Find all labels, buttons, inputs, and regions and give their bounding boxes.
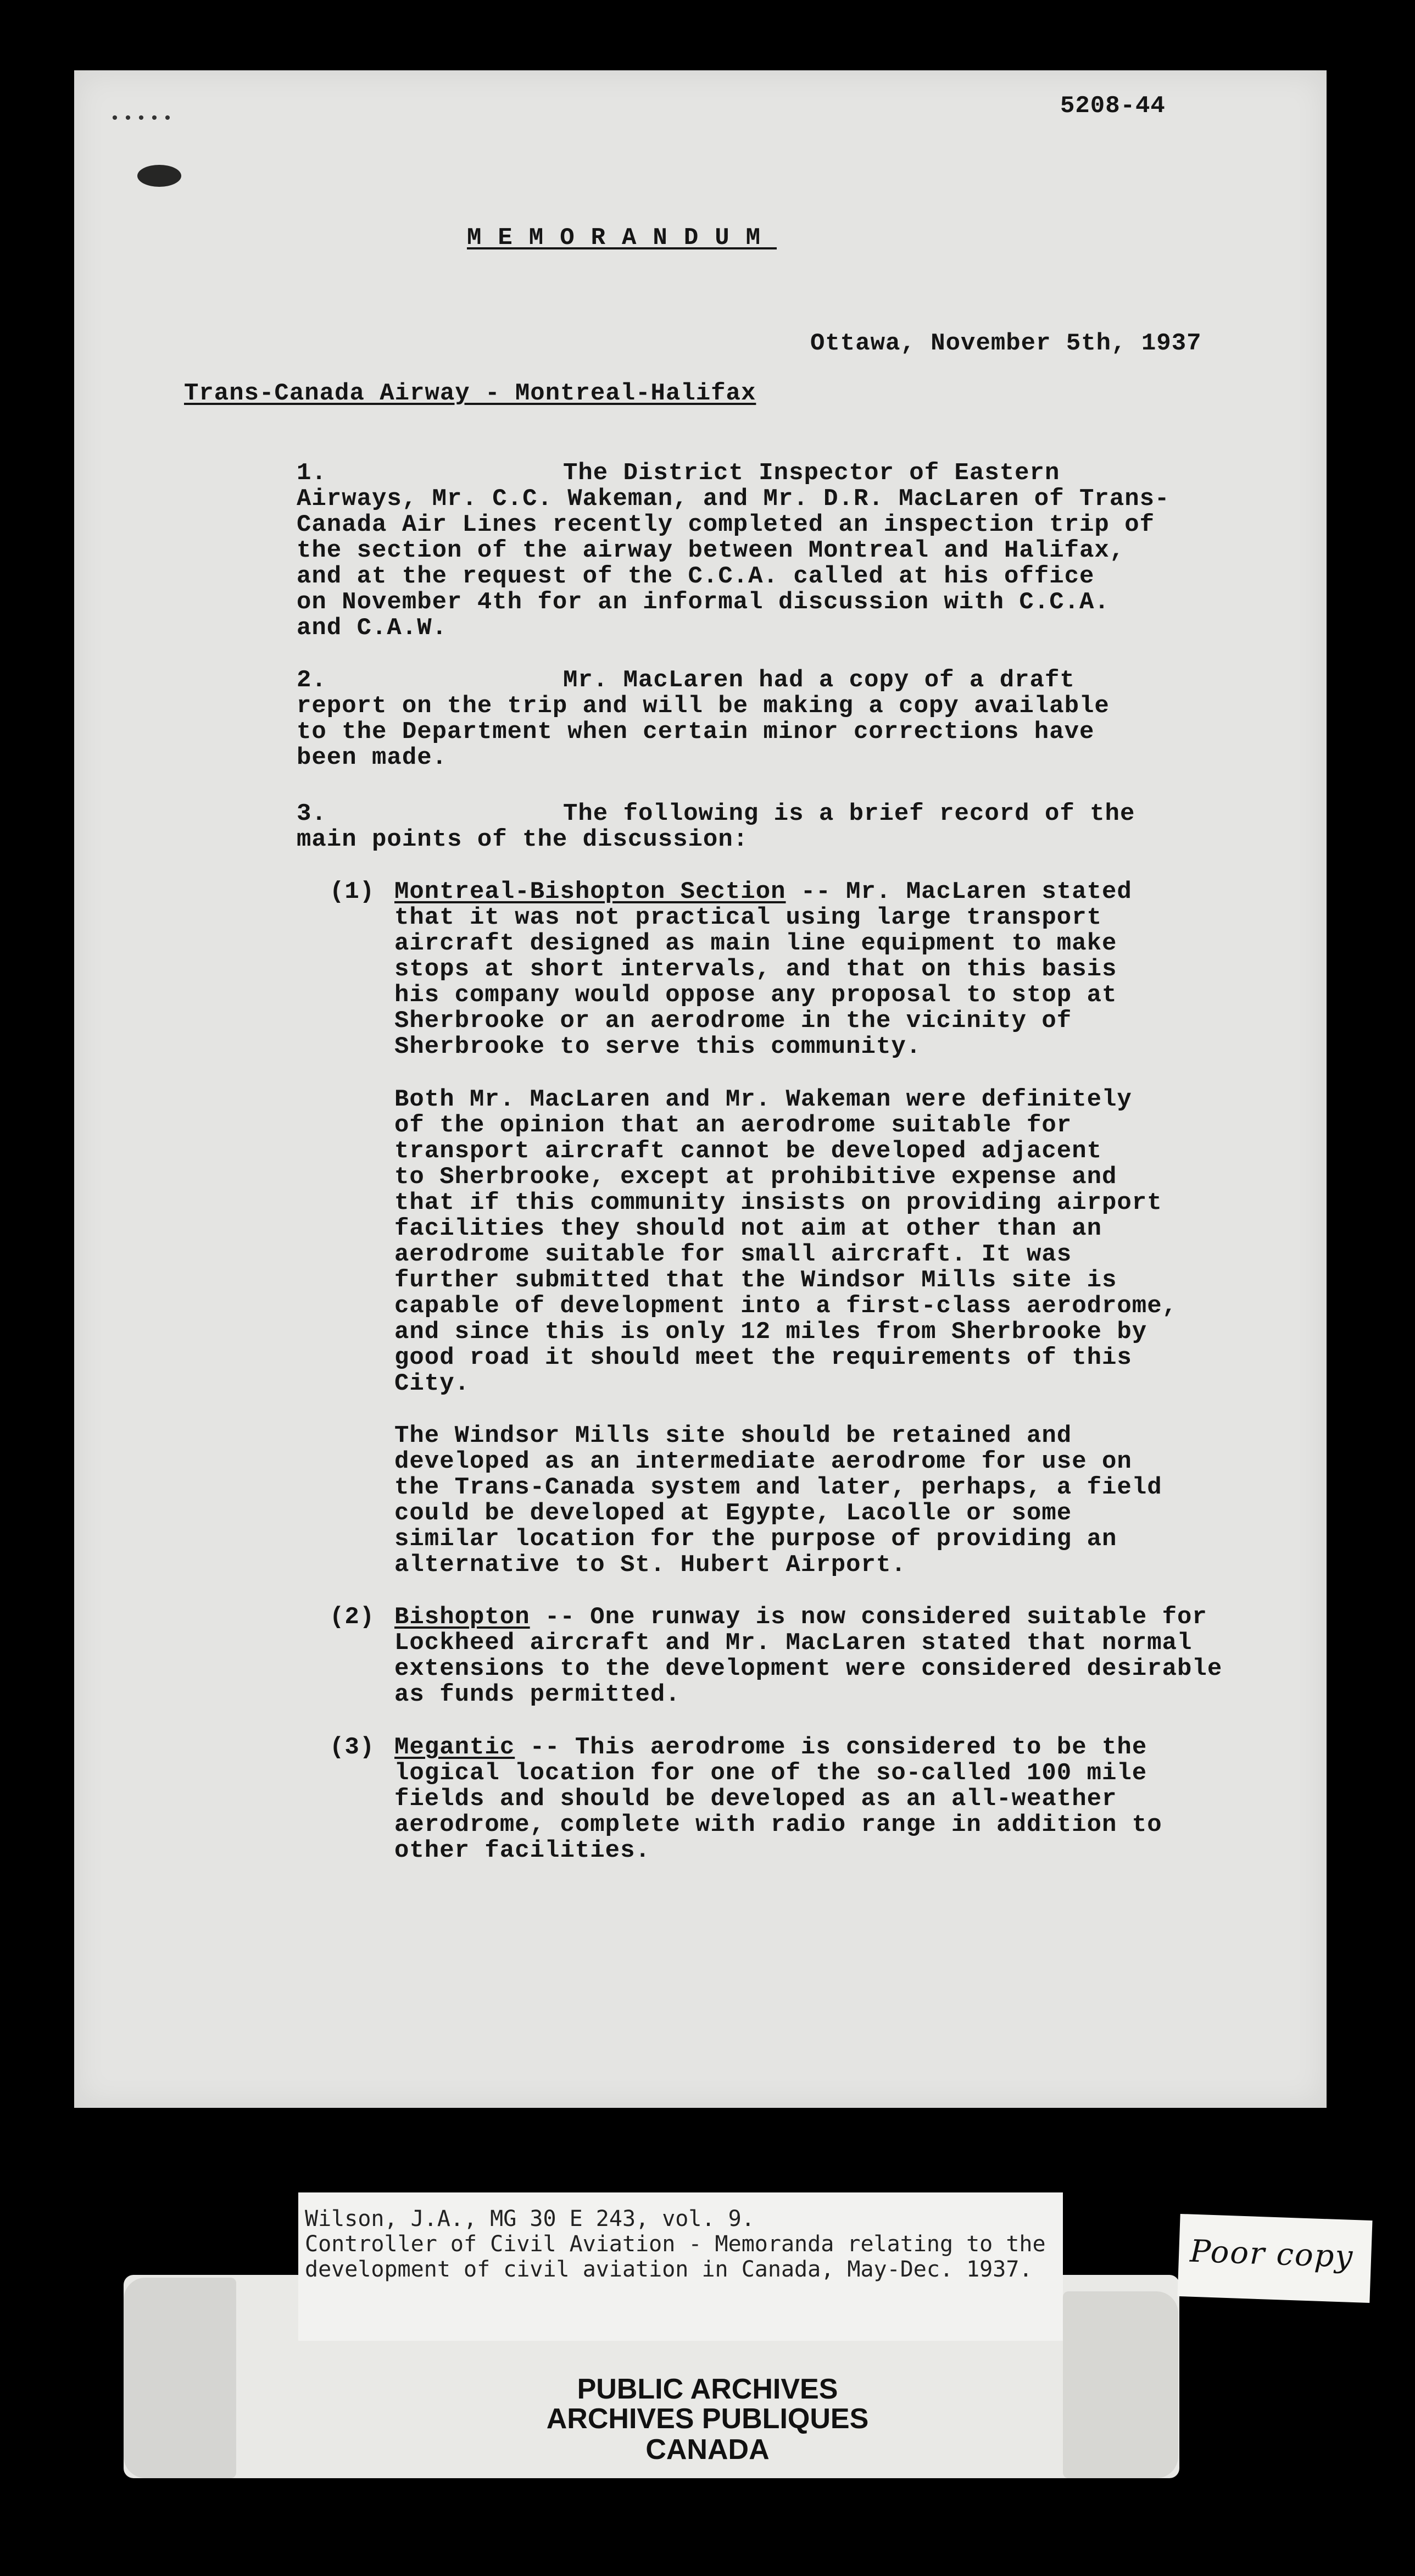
item1-b-line: further submitted that the Windsor Mills site is	[394, 1267, 1117, 1294]
item1-paragraph-b	[394, 1087, 1177, 1397]
para2-number: 2.	[297, 667, 327, 694]
item1-line: Sherbrooke or an aerodrome in the vicinity of	[394, 1007, 1072, 1035]
para1-line: on November 4th for an informal discussion with C.C.A.	[297, 589, 1110, 616]
item3-heading-line	[394, 1735, 1147, 1761]
item2-line: Lockheed aircraft and Mr. MacLaren stated that normal	[394, 1629, 1193, 1657]
para3-line: The following is a brief record of the	[563, 800, 1135, 828]
item1-line: Sherbrooke to serve this community.	[394, 1033, 922, 1061]
archives-stamp-line3: CANADA	[645, 2434, 770, 2466]
item1-title: Montreal-Bishopton Section	[394, 878, 786, 906]
item1-b-line: aerodrome suitable for small aircraft. It was	[394, 1241, 1072, 1268]
file-number: 5208-44	[1060, 92, 1166, 120]
item3-line: other facilities.	[394, 1837, 650, 1864]
para1-line: Airways, Mr. C.C. Wakeman, and Mr. D.R. MacLaren of Trans-	[297, 485, 1170, 513]
para1-line: Canada Air Lines recently completed an inspection trip of	[297, 511, 1155, 538]
item1-c-line: alternative to St. Hubert Airport.	[394, 1551, 906, 1579]
ink-smudge	[137, 165, 181, 187]
item1-c-line: developed as an intermediate aerodrome for use on	[394, 1448, 1132, 1475]
para2-body	[297, 693, 1110, 771]
item1-line: that it was not practical using large transport	[394, 904, 1102, 931]
item3-line: fields and should be developed as an all-weather	[394, 1785, 1117, 1813]
item1-line: his company would oppose any proposal to stop at	[394, 981, 1117, 1009]
item1-b-line: and since this is only 12 miles from Sherbrooke by	[394, 1318, 1147, 1346]
poor-copy-text: Poor copy	[1189, 2233, 1355, 2275]
item1-b-line: of the opinion that an aerodrome suitable for	[394, 1112, 1072, 1139]
item1-b-line: good road it should meet the requirements of this	[394, 1344, 1132, 1372]
item2-line: as funds permitted.	[394, 1681, 681, 1708]
item1-b-line: capable of development into a first-class aerodrome,	[394, 1292, 1178, 1320]
item1-heading-line	[394, 879, 1132, 905]
item2-number: (2)	[330, 1603, 375, 1631]
item3-line: aerodrome, complete with radio range in addition to	[394, 1811, 1162, 1839]
archives-stamp-line1: PUBLIC ARCHIVES	[577, 2373, 838, 2405]
memo-heading: MEMORANDUM	[467, 224, 777, 252]
subject-line: Trans-Canada Airway - Montreal-Halifax	[184, 380, 756, 407]
item1-number: (1)	[330, 878, 375, 906]
item1-c-line: The Windsor Mills site should be retained and	[394, 1422, 1072, 1450]
para1-line: and C.A.W.	[297, 614, 448, 642]
para2-line: to the Department when certain minor corrections have	[297, 718, 1095, 746]
item1-body	[394, 905, 1117, 1060]
item2-heading-line	[394, 1605, 1207, 1630]
para1-number: 1.	[297, 459, 327, 487]
item3-body	[394, 1761, 1162, 1864]
item1-first-line: -- Mr. MacLaren stated	[800, 878, 1132, 906]
poor-copy-note	[1177, 2214, 1372, 2303]
item2-first-line: -- One runway is now considered suitable for	[545, 1603, 1207, 1631]
archive-label	[305, 2206, 1046, 2282]
item1-b-line: City.	[394, 1370, 470, 1397]
item1-b-line: that if this community insists on providing airport	[394, 1189, 1162, 1217]
archive-label-line: Wilson, J.A., MG 30 E 243, vol. 9.	[305, 2206, 755, 2231]
para1-line: the section of the airway between Montreal and Halifax,	[297, 537, 1125, 564]
para1-line: and at the request of the C.C.A. called at his office	[297, 563, 1095, 590]
item3-number: (3)	[330, 1734, 375, 1761]
para2-line: been made.	[297, 744, 448, 771]
item2-body	[394, 1630, 1222, 1708]
archives-stamp-line2: ARCHIVES PUBLIQUES	[546, 2403, 869, 2435]
item3-line: logical location for one of the so-called 100 mile	[394, 1759, 1147, 1787]
item1-c-line: could be developed at Egypte, Lacolle or some	[394, 1500, 1072, 1527]
para1-line: The District Inspector of Eastern	[563, 459, 1060, 487]
item1-b-line: facilities they should not aim at other than an	[394, 1215, 1102, 1242]
corner-marks: •••••	[110, 110, 176, 129]
item3-title: Megantic	[394, 1734, 515, 1761]
archive-label-line: Controller of Civil Aviation - Memoranda relating to the	[305, 2231, 1046, 2257]
item1-b-line: Both Mr. MacLaren and Mr. Wakeman were definitely	[394, 1086, 1132, 1113]
item1-c-line: similar location for the purpose of providing an	[394, 1525, 1117, 1553]
para2-line: Mr. MacLaren had a copy of a draft	[563, 667, 1075, 694]
para1-body	[297, 486, 1169, 641]
item2-title: Bishopton	[394, 1603, 530, 1631]
item1-line: stops at short intervals, and that on this basis	[394, 956, 1117, 983]
item1-b-line: to Sherbrooke, except at prohibitive expense and	[394, 1163, 1117, 1191]
para3-line: main points of the discussion:	[297, 826, 749, 853]
para3-number: 3.	[297, 800, 327, 828]
para2-line: report on the trip and will be making a copy available	[297, 692, 1110, 720]
archive-label-line: development of civil aviation in Canada, May-Dec. 1937.	[305, 2257, 1033, 2282]
item1-b-line: transport aircraft cannot be developed adjacent	[394, 1137, 1102, 1165]
item3-first-line: -- This aerodrome is considered to be the	[530, 1734, 1147, 1761]
item1-c-line: the Trans-Canada system and later, perhaps, a field	[394, 1474, 1162, 1501]
item1-paragraph-c	[394, 1423, 1162, 1578]
item2-line: extensions to the development were considered desirable	[394, 1655, 1223, 1683]
date-line: Ottawa, November 5th, 1937	[810, 330, 1202, 357]
item1-line: aircraft designed as main line equipment to make	[394, 930, 1117, 957]
